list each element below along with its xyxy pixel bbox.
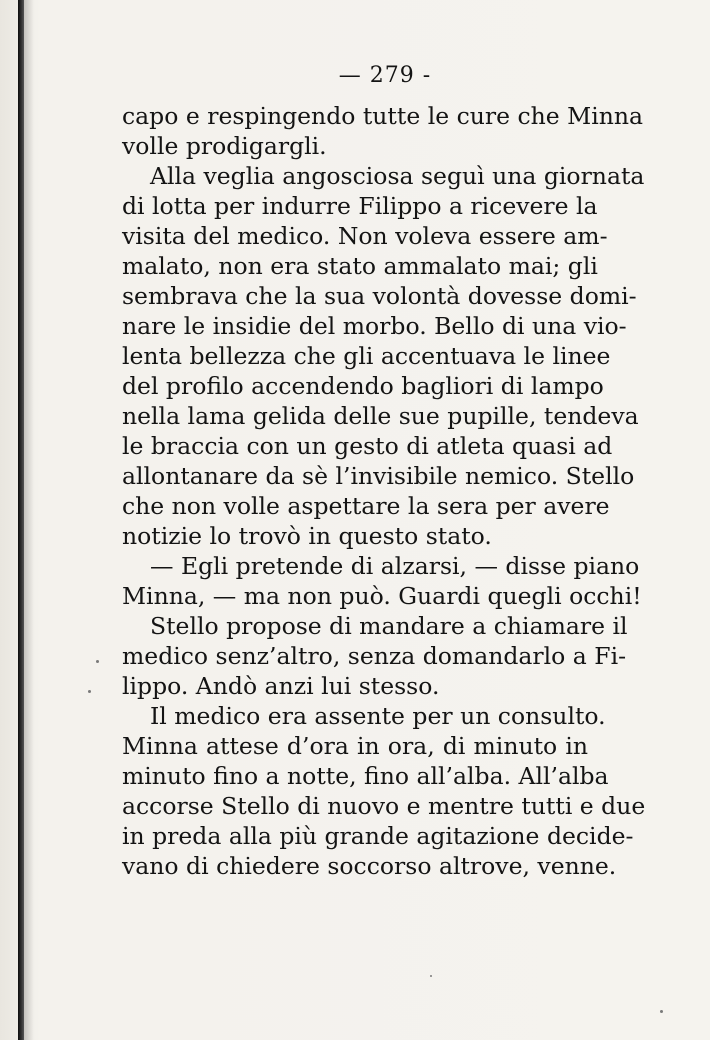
text-line: medico senz’altro, senza domandarlo a Fi- xyxy=(122,642,627,670)
paper-speck xyxy=(430,975,432,977)
text-line: del profilo accendendo bagliori di lampo xyxy=(122,372,604,400)
text-line: visita del medico. Non voleva essere am- xyxy=(122,222,608,250)
text-line: minuto fino a notte, fino all’alba. All’alba xyxy=(122,762,609,790)
text-line: Il medico era assente per un consulto. xyxy=(150,702,606,730)
binding-shadow xyxy=(24,0,34,1040)
text-line: capo e respingendo tutte le cure che Minna xyxy=(122,102,644,130)
paper-speck xyxy=(88,690,91,693)
text-line: le braccia con un gesto di atleta quasi ad xyxy=(122,432,613,460)
text-line: lippo. Andò anzi lui stesso. xyxy=(122,672,440,700)
text-line: vano di chiedere soccorso altrove, venne. xyxy=(122,852,617,880)
paper-speck xyxy=(96,660,99,663)
text-line: malato, non era stato ammalato mai; gli xyxy=(122,252,598,280)
paper-speck xyxy=(660,1010,663,1013)
text-line: sembrava che la sua volontà dovesse domi- xyxy=(122,282,637,310)
body-text xyxy=(122,101,646,881)
text-line: che non volle aspettare la sera per avere xyxy=(122,492,610,520)
text-line: allontanare da sè l’invisibile nemico. Stello xyxy=(122,462,635,490)
page-number: — 279 - xyxy=(338,63,432,88)
text-line: di lotta per indurre Filippo a ricevere la xyxy=(122,192,598,220)
text-line: — Egli pretende di alzarsi, — disse piano xyxy=(150,552,640,580)
text-line: volle prodigargli. xyxy=(122,132,327,160)
text-line: notizie lo trovò in questo stato. xyxy=(122,522,492,550)
text-line: nella lama gelida delle sue pupille, tendeva xyxy=(122,402,639,430)
text-line: Alla veglia angosciosa seguì una giornata xyxy=(150,162,645,190)
text-line: Stello propose di mandare a chiamare il xyxy=(150,612,628,640)
text-line: Minna, — ma non può. Guardi quegli occhi! xyxy=(122,582,642,610)
text-line: in preda alla più grande agitazione decide- xyxy=(122,822,634,850)
text-line: Minna attese d’ora in ora, di minuto in xyxy=(122,732,588,760)
text-line: nare le insidie del morbo. Bello di una vio- xyxy=(122,312,627,340)
text-line: lenta bellezza che gli accentuava le linee xyxy=(122,342,611,370)
text-line: accorse Stello di nuovo e mentre tutti e due xyxy=(122,792,646,820)
